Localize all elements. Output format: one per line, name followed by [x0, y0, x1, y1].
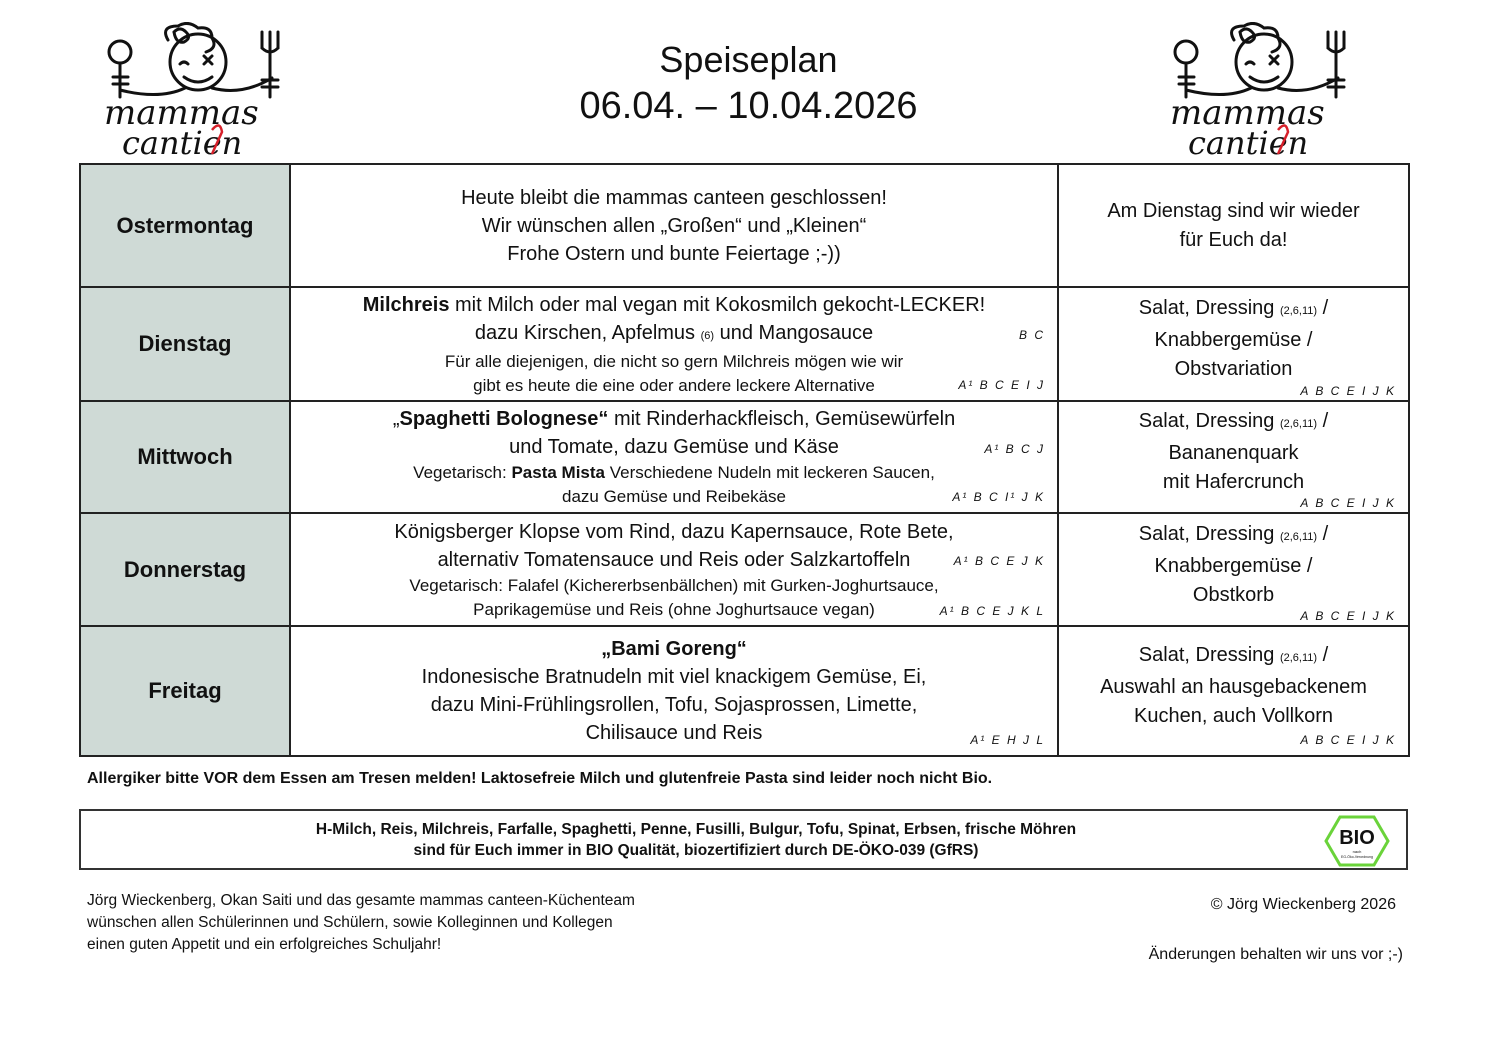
menu-row-dienstag	[80, 287, 1409, 401]
side-line: für Euch da!	[1179, 228, 1288, 251]
dish-desc: Verschiedene Nudeln mit leckeren Saucen,	[605, 463, 935, 482]
main-dish-cell	[290, 401, 1058, 513]
side-text: Auswahl an hausgebackenem	[1100, 676, 1367, 698]
logo-text-1: mammas	[104, 93, 259, 133]
dish-desc: und Mangosauce	[714, 321, 874, 344]
side-text: Obstkorb	[1192, 583, 1275, 606]
bio-seal-text: BIO	[1339, 827, 1375, 849]
dish-desc: und Tomate, dazu Gemüse und Käse	[509, 436, 839, 458]
allergen-codes: B C	[1018, 328, 1045, 342]
footer-line: einen guten Appetit und ein erfolgreiches Schuljahr!	[87, 936, 442, 953]
day-label: Mittwoch	[80, 401, 290, 513]
date-range: 06.04. – 10.04.2026	[579, 85, 918, 127]
menu-table	[79, 163, 1410, 757]
dish-desc: Paprikagemüse und Reis (ohne Joghurtsauce vegan)	[473, 599, 875, 619]
allergen-codes: A¹ B C J	[984, 442, 1045, 456]
logo-text-2: cantien	[122, 124, 243, 157]
bio-seal-small: EG-Öko-Verordnung	[1341, 855, 1373, 859]
dish-name: Pasta Mista	[511, 463, 605, 482]
dish-desc: mit Milch oder mal vegan mit Kokosmilch gekocht-LECKER!	[449, 293, 986, 316]
additive-code: (2,6,11)	[1279, 305, 1318, 317]
side-text: /	[1317, 297, 1329, 319]
bio-seal-icon	[1324, 815, 1390, 867]
dish-desc: dazu Mini-Frühlingsrollen, Tofu, Sojasprossen, Limette,	[430, 694, 918, 716]
additive-code: (2,6,11)	[1279, 530, 1318, 543]
side-dish-cell	[1058, 164, 1409, 287]
allergen-codes: A B C E I J K	[1300, 384, 1396, 398]
logo-text-2: cantien	[1188, 124, 1309, 157]
main-line: Frohe Ostern und bunte Feiertage ;-))	[507, 242, 841, 265]
dish-desc: Vegetarisch: Falafel (Kichererbsenbällchen) mit Gurken-Joghurtsauce,	[409, 575, 939, 595]
side-text: Salat, Dressing	[1138, 522, 1280, 545]
allergy-note: Allergiker bitte VOR dem Essen am Tresen melden! Laktosefreie Milch und glutenfreie Pasta sind leider noch nicht Bio.	[87, 770, 993, 787]
side-text: /	[1317, 522, 1329, 545]
footer-greeting	[87, 890, 635, 956]
additive-code: (6)	[700, 329, 715, 342]
allergen-codes: A B C E I J K	[1300, 733, 1396, 747]
side-text: Salat, Dressing	[1138, 410, 1280, 432]
dish-desc: „	[392, 408, 400, 430]
dish-desc: Königsberger Klopse vom Rind, dazu Kapernsauce, Rote Bete,	[394, 520, 954, 543]
page-title: Speiseplan	[659, 39, 838, 80]
footer-line: Jörg Wieckenberg, Okan Saiti und das gesamte mammas canteen-Küchenteam	[87, 892, 635, 909]
side-text: /	[1317, 410, 1329, 432]
allergen-codes: A¹ E H J L	[970, 733, 1045, 747]
dish-desc: dazu Gemüse und Reibekäse	[562, 487, 786, 506]
menu-row-mittwoch	[80, 401, 1409, 513]
side-text: Knabbergemüse /	[1154, 329, 1313, 351]
side-line: Am Dienstag sind wir wieder	[1107, 199, 1360, 222]
side-dish-cell	[1058, 513, 1409, 626]
copyright: © Jörg Wieckenberg 2026	[1210, 896, 1396, 913]
main-dish-cell	[290, 626, 1058, 756]
changes-note: Änderungen behalten wir uns vor ;-)	[1148, 946, 1403, 963]
additive-code: (2,6,11)	[1279, 652, 1318, 664]
logo-figure-icon	[1166, 22, 1366, 157]
allergen-codes: A B C E I J K	[1300, 609, 1396, 623]
day-label: Freitag	[80, 626, 290, 756]
side-text: Bananenquark	[1168, 442, 1299, 464]
dish-desc: gibt es heute die eine oder andere leckere Alternative	[473, 375, 875, 395]
allergen-codes: A B C E I J K	[1300, 496, 1396, 510]
logo-text-1: mammas	[1170, 93, 1325, 133]
side-dish-cell	[1058, 401, 1409, 513]
side-dish-cell	[1058, 287, 1409, 401]
side-text: Salat, Dressing	[1138, 644, 1280, 666]
dish-desc: alternativ Tomatensauce und Reis oder Salzkartoffeln	[437, 548, 911, 571]
logo-figure-icon	[100, 22, 300, 157]
footer-line: wünschen allen Schülerinnen und Schülern, sowie Kolleginnen und Kollegen	[87, 914, 613, 931]
mammas-canteen-logo-right	[1166, 22, 1366, 157]
bio-info-box	[79, 809, 1408, 870]
bio-line-1: H-Milch, Reis, Milchreis, Farfalle, Spaghetti, Penne, Fusilli, Bulgur, Tofu, Spinat, Erbsen, frische Möhren	[315, 821, 1077, 838]
main-dish-cell	[290, 287, 1058, 401]
dish-desc: Chilisauce und Reis	[585, 722, 763, 744]
main-dish-cell	[290, 164, 1058, 287]
allergen-codes: A¹ B C E I J	[958, 378, 1045, 392]
day-label: Ostermontag	[80, 164, 290, 287]
side-text: Salat, Dressing	[1138, 297, 1280, 319]
dish-name: „Bami Goreng“	[601, 638, 747, 660]
dish-desc: Indonesische Bratnudeln mit viel knackigem Gemüse, Ei,	[421, 666, 927, 688]
side-text: mit Hafercrunch	[1162, 471, 1305, 493]
side-text: Knabbergemüse /	[1154, 554, 1313, 577]
page-header	[500, 38, 997, 130]
dish-name: Spaghetti Bolognese“	[399, 408, 609, 430]
dish-desc: Vegetarisch:	[413, 463, 512, 482]
side-dish-cell	[1058, 626, 1409, 756]
side-text: Kuchen, auch Vollkorn	[1133, 705, 1334, 727]
dish-desc: Für alle diejenigen, die nicht so gern Milchreis mögen wie wir	[444, 351, 904, 371]
bio-line-2: sind für Euch immer in BIO Qualität, biozertifiziert durch DE-ÖKO-039 (GfRS)	[413, 842, 979, 859]
menu-row-freitag	[80, 626, 1409, 756]
menu-row-ostermontag	[80, 164, 1409, 287]
side-text: Obstvariation	[1174, 358, 1293, 380]
allergen-codes: A¹ B C E J K	[953, 554, 1045, 568]
dish-desc: mit Rinderhackfleisch, Gemüsewürfeln	[608, 408, 956, 430]
side-text: /	[1317, 644, 1329, 666]
dish-name: Milchreis	[362, 293, 450, 316]
mammas-canteen-logo-left	[100, 22, 300, 157]
allergen-codes: A¹ B C I¹ J K	[952, 490, 1045, 504]
allergen-codes: A¹ B C E J K L	[939, 604, 1045, 618]
menu-row-donnerstag	[80, 513, 1409, 626]
day-label: Donnerstag	[80, 513, 290, 626]
main-line: Heute bleibt die mammas canteen geschlossen!	[461, 186, 887, 209]
dish-desc: dazu Kirschen, Apfelmus	[474, 321, 701, 344]
bio-seal-small: nach	[1352, 849, 1362, 854]
main-line: Wir wünschen allen „Großen“ und „Kleinen“	[481, 214, 867, 237]
main-dish-cell	[290, 513, 1058, 626]
day-label: Dienstag	[80, 287, 290, 401]
additive-code: (2,6,11)	[1279, 418, 1318, 430]
